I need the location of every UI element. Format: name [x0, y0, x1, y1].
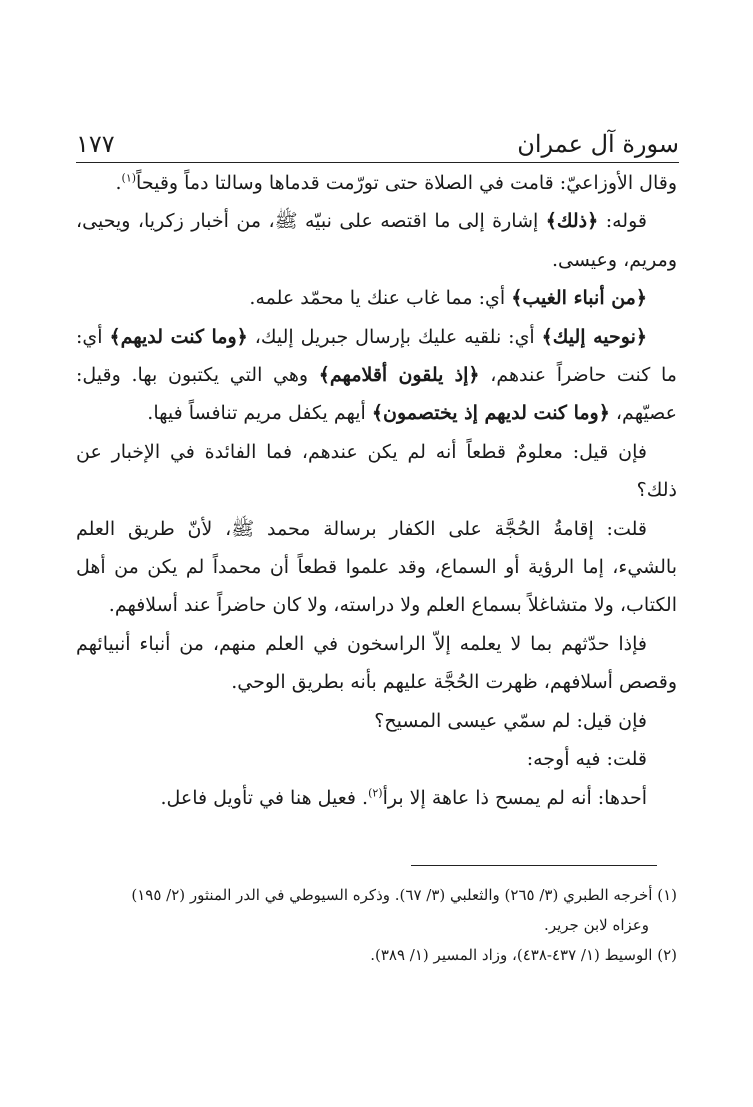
paragraph-2: قوله: ﴿ذلك﴾ إشارة إلى ما اقتصه على نبيّه ﷺ، من أخبار زكريا، ويحيى، ومريم، وعيسى.: [76, 210, 677, 271]
footnote-2: (٢) الوسيط (١/ ٤٣٧-٤٣٨)، وزاد المسير (١/ ٣٨٩).: [370, 946, 677, 964]
footnote-1-continued: وعزاه لابن جرير.: [544, 916, 649, 934]
footnote-ref-1[interactable]: (١): [121, 171, 137, 185]
paragraph-10: أحدها: أنه لم يمسح ذا عاهة إلا برأ$^{(٢)}$. فعيل هنا في تأويل فاعل.: [160, 786, 647, 809]
paragraph-9: قلت: فيه أوجه:: [526, 748, 647, 771]
quran-quote: ﴿من أنباء الغيب﴾: [511, 287, 647, 310]
paragraph-1: وقال الأوزاعيّ: قامت في الصلاة حتى تورّمت قدماها وسالتا دماً وقيحاً$^{(١)}$.: [115, 171, 677, 194]
paragraph-4: ﴿نوحيه إليك﴾ أي: نلقيه عليك بإرسال جبريل إليك، ﴿وما كنت لديهم﴾ أي: ما كنت حاضراً عندهم، ﴿إذ يلقون أقلامهم﴾ وهي التي يكتبون بها. وقيل: عصيّهم، ﴿وما كنت لديهم إذ يختصمون﴾ أيهم يكفل مريم تنافساً فيها.: [76, 325, 677, 425]
main-text: [76, 164, 677, 817]
paragraph-3: ﴿من أنباء الغيب﴾ أي: مما غاب عنك يا محمّد علمه.: [249, 287, 647, 310]
page-number: ١٧٧: [76, 130, 115, 158]
paragraph-8: فإن قيل: لم سمّي عيسى المسيح؟: [374, 709, 647, 732]
paragraph-6: قلت: إقامةُ الحُجَّة على الكفار برسالة محمد ﷺ، لأنّ طريق العلم بالشيء، إما الرؤية أو السماع، وقد علموا قطعاً أن محمداً لم يكن من أهل الكتاب، ولا متشاغلاً بسماع العلم ولا دراسته، ولا كان حاضراً عند أسلافهم.: [76, 517, 677, 617]
running-header: [76, 128, 679, 163]
quran-quote: ﴿وما كنت لديهم﴾: [109, 325, 248, 348]
footnote-1: (١) أخرجه الطبري (٣/ ٢٦٥) والثعلبي (٣/ ٦٧). وذكره السيوطي في الدر المنثور (٢/ ١٩٥): [131, 886, 677, 904]
quran-quote: ﴿إذ يلقون أقلامهم﴾: [318, 364, 480, 387]
quran-quote: ﴿وما كنت لديهم إذ يختصمون﴾: [371, 402, 610, 425]
footnotes: [76, 880, 677, 970]
surah-title: سورة آل عمران: [517, 130, 679, 158]
footnote-ref-2[interactable]: (٢): [368, 786, 383, 800]
footnote-divider: [411, 865, 657, 866]
paragraph-7: فإذا حدّثهم بما لا يعلمه إلاّ الراسخون في العلم منهم، من أنباء أنبيائهم وقصص أسلافهم، ظهرت الحُجَّة عليهم بأنه بطريق الوحي.: [76, 632, 677, 694]
paragraph-5: فإن قيل: معلومٌ قطعاً أنه لم يكن عندهم، فما الفائدة في الإخبار عن ذلك؟: [76, 440, 677, 502]
quran-quote: ﴿ذلك﴾: [545, 210, 599, 233]
quran-quote: ﴿نوحيه إليك﴾: [541, 325, 647, 348]
